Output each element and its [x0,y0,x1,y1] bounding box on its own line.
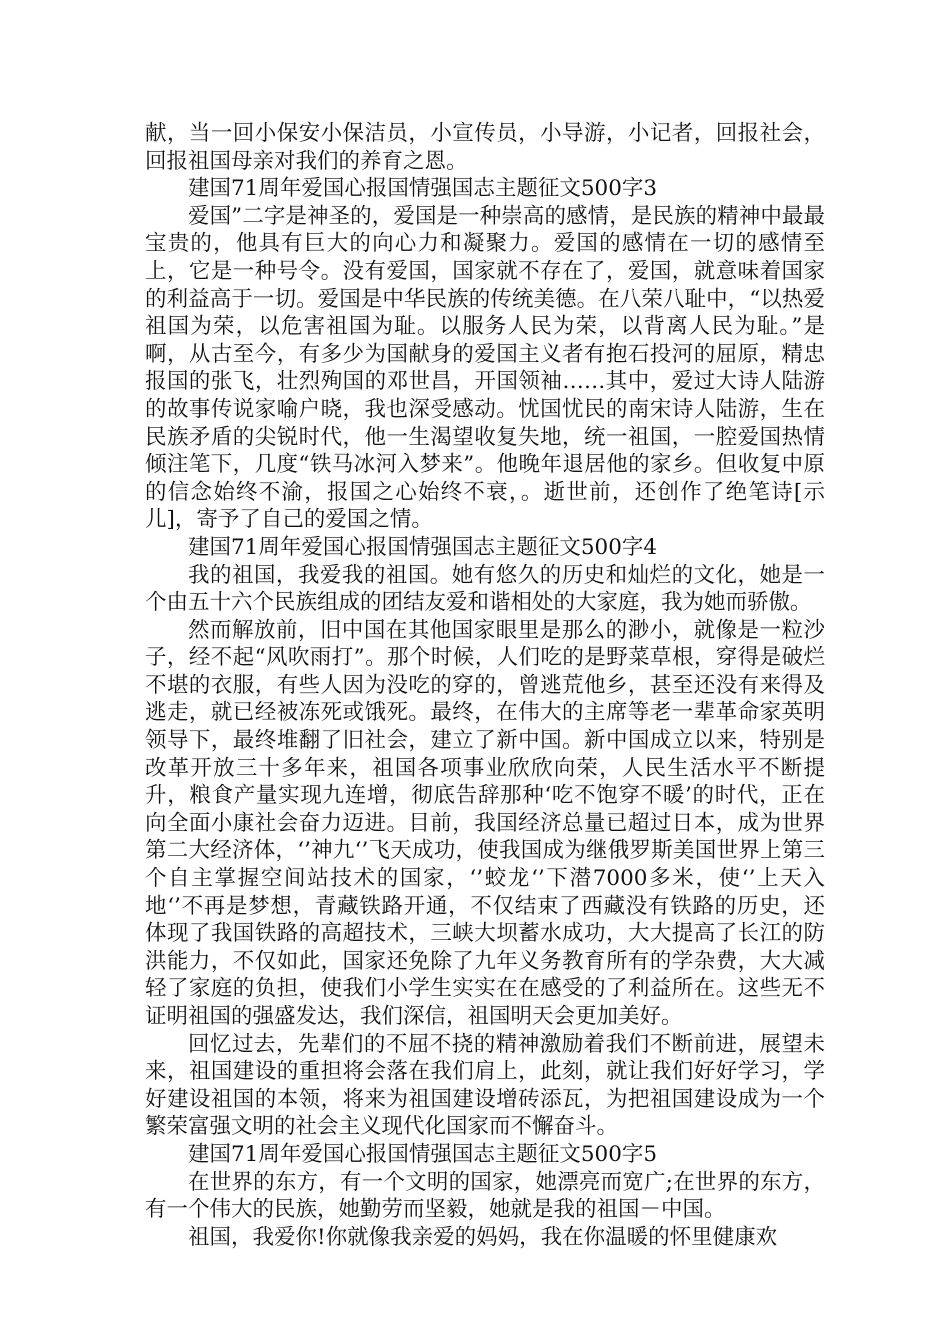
essay-heading-3: 建国71周年爱国心报国情强国志主题征文500字3 [188,176,658,202]
paragraph: 在世界的东方，有一个文明的国家，她漂亮而宽广;在世界的东方，有一个伟大的民族，她勤劳而坚毅，她就是我的祖国－中国。 [145,1169,825,1223]
paragraph: 然而解放前，旧中国在其他国家眼里是那么的渺小，就像是一粒沙子，经不起“风吹雨打”。那个时候，人们吃的是野菜草根，穿得是破烂不堪的衣服，有些人因为没吃的穿的，曾逃荒他乡，甚至还没有来得及逃走，就已经被冻死或饿死。最终，在伟大的主席等老一辈革命家英明领导下，最终堆翻了旧社会，建立了新中国。新中国成立以来，特别是改革开放三十多年来，祖国各项事业欣欣向荣，人民生活水平不断提升，粮食产量实现九连增，彻底告辞那种‘吃不饱穿不暖’的时代，正在向全面小康社会奋力迈进。目前，我国经济总量已超过日本，成为世界第二大经济体，‘’神九‘’飞天成功，使我国成为继俄罗斯美国世界上第三个自主掌握空间站技术的国家，‘’蛟龙‘’下潜7000多米，使‘’上天入地‘’不再是梦想，青藏铁路开通，不仅结束了西藏没有铁路的历史，还体现了我国铁路的高超技术，三峡大坝蓄水成功，大大提高了长江的防洪能力，不仅如此，国家还免除了九年义务教育所有的学杂费，大大减轻了家庭的负担，使我们小学生实实在在感受的了利益所在。这些无不证明祖国的强盛发达，我们深信，祖国明天会更加美好。 [145,617,825,1029]
essay-heading-5: 建国71周年爱国心报国情强国志主题征文500字5 [188,1141,658,1167]
paragraph-continued: 献，当一回小保安小保洁员，小宣传员，小导游，小记者，回报社会，回报祖国母亲对我们的养育之恩。 [145,121,825,174]
paragraph: 祖国，我爱你!你就像我亲爱的妈妈，我在你温暖的怀里健康欢 [188,1224,778,1250]
paragraph: 爱国”二字是神圣的，爱国是一种崇高的感情，是民族的精神中最最宝贵的，他具有巨大的向心力和凝聚力。爱国的感情在一切的感情至上，它是一种号令。没有爱国，国家就不存在了，爱国，就意味着国家的利益高于一切。爱国是中华民族的传统美德。在八荣八耻中，“以热爱祖国为荣，以危害祖国为耻。以服务人民为荣，以背离人民为耻。”是啊，从古至今，有多少为国献身的爱国主义者有抱石投河的屈原，精忠报国的张飞，壮烈殉国的邓世昌，开国领袖……其中，爱过大诗人陆游的故事传说家喻户晓，我也深受感动。忧国忧民的南宋诗人陆游，生在民族矛盾的尖锐时代，他一生渴望收复失地，统一祖国，一腔爱国热情倾注笔下，几度“铁马冰河入梦来”。他晚年退居他的家乡。但收复中原的信念始终不渝，报国之心始终不衰，。逝世前，还创作了绝笔诗[示儿]，寄予了自己的爱国之情。 [145,203,825,533]
essay-heading-4: 建国71周年爱国心报国情强国志主题征文500字4 [188,534,658,560]
document-page [145,120,825,1251]
paragraph: 回忆过去，先辈们的不屈不挠的精神激励着我们不断前进，展望未来，祖国建设的重担将会落在我们肩上，此刻，就让我们好好学习，学好建设祖国的本领，将来为祖国建设增砖添瓦，为把祖国建设成为一个繁荣富强文明的社会主义现代化国家而不懈奋斗。 [145,1031,825,1140]
paragraph: 我的祖国，我爱我的祖国。她有悠久的历史和灿烂的文化，她是一个由五十六个民族组成的团结友爱和谐相处的大家庭，我为她而骄傲。 [145,562,825,616]
